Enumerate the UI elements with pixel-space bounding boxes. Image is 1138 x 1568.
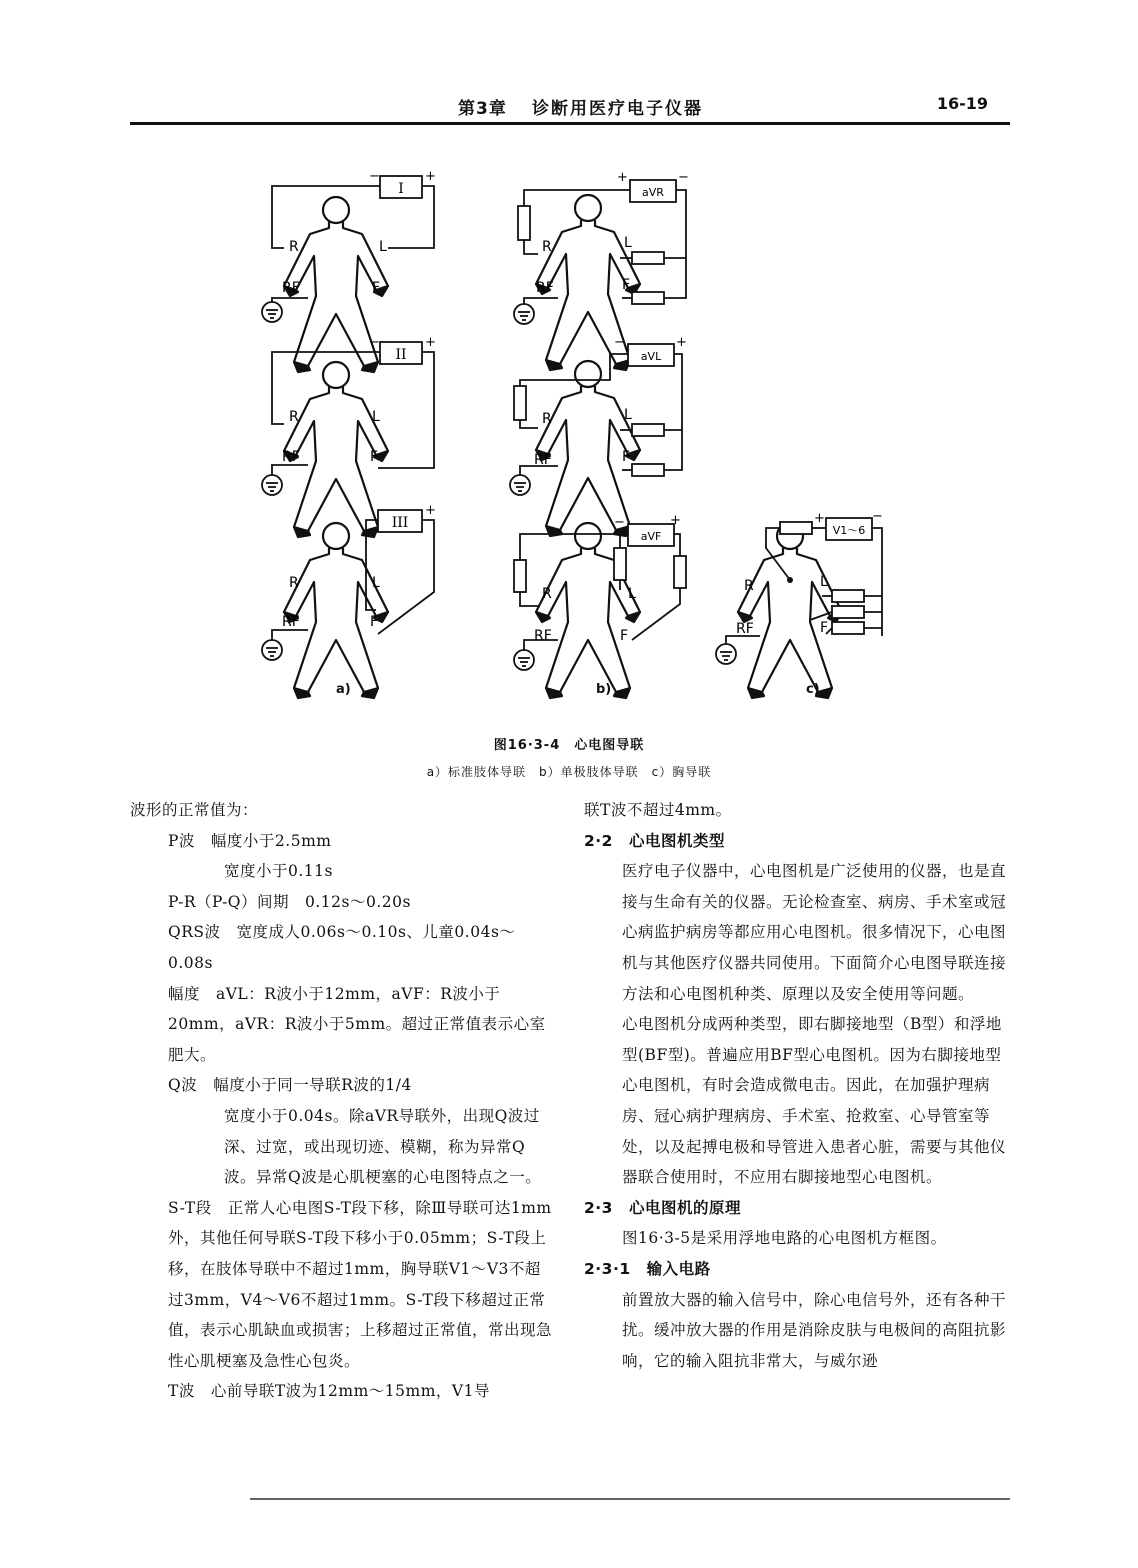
ground-symbol [262,640,282,660]
subsection-heading: 2·3·1 输入电路 [584,1259,711,1278]
svg-text:+: + [670,513,681,528]
lead-chest-diagram [716,509,883,698]
lead-aVR-diagram [514,170,689,370]
svg-text:−: − [369,335,380,350]
svg-text:R: R [744,578,754,594]
lead-aVR-label: aVR [642,186,664,199]
ground-symbol [262,475,282,495]
figure-caption: 图16·3-4 心电图导联 [493,738,645,753]
sub-label-a: a) [336,682,351,697]
sub-label-b: b) [596,682,612,697]
paragraph: 医疗电子仪器中，心电图机是广泛使用的仪器，也是直接与生命有关的仪器。无论检查室、病房、手术室或冠心病监护病房等都应用心电图机。很多情况下，心电图机与其他医疗仪器共同使用。下面简介心电图导联连接方法和心电图机种类、原理以及安全使用等问题。 [622,862,1007,1003]
svg-text:RF: RF [736,621,754,637]
bottom-rule [250,1498,1010,1500]
lead-II-diagram [262,335,436,537]
svg-text:F: F [622,277,631,293]
svg-text:RF: RF [536,280,554,296]
svg-text:L: L [624,235,632,251]
q-wave-width: 宽度小于0.04s。除aVR导联外，出现Q波过深、过宽，或出现切迹、模糊，称为异常Q波。异常Q波是心肌梗塞的心电图特点之一。 [224,1106,542,1187]
svg-text:+: + [425,503,436,518]
lead-aVF-label: aVF [640,530,662,543]
svg-text:RF: RF [534,452,552,468]
svg-text:F: F [820,620,829,636]
qrs-width: QRS波 宽度成人0.06s～0.10s、儿童0.04s～0.08s [168,923,516,972]
section-heading: 2·2 心电图机类型 [584,831,725,850]
svg-text:L: L [372,575,380,591]
svg-text:RF: RF [282,280,300,296]
lead-aVL-label: aVL [640,350,662,363]
svg-text:R: R [542,239,552,255]
figure-subcaption: a）标准肢体导联 b）单极肢体导联 c）胸导联 [426,765,712,779]
svg-text:R: R [289,409,299,425]
ground-symbol [262,302,282,322]
ground-symbol [510,475,530,495]
section-heading: 2·3 心电图机的原理 [584,1198,741,1217]
ecg-leads-figure [0,0,1138,720]
svg-text:−: − [872,509,883,524]
lead-III-label: III [391,515,409,531]
svg-text:L: L [820,574,828,590]
lead-II-label: II [395,347,407,363]
paragraph: 心电图机分成两种类型，即右脚接地型（B型）和浮地型(BF型)。普遍应用BF型心电图机。因为右脚接地型心电图机，有时会造成微电击。因此，在加强护理病房、冠心病护理病房、手术室、抢救室、心导管室等处，以及起搏电极和导管进入患者心脏，需要与其他仪器联合使用时，不应用右脚接地型心电图机。 [622,1015,1007,1187]
ground-symbol [716,644,736,664]
lead-I-label: I [398,181,404,197]
svg-text:L: L [379,239,387,255]
page-number: 16-19 [936,94,988,113]
t-wave: T波 心前导联T波为12mm～15mm，V1导 [168,1382,490,1401]
ground-symbol [514,650,534,670]
body-figure [738,523,842,698]
svg-text:F: F [622,449,631,465]
sub-label-c: c) [806,682,820,697]
chapter-number: 第3章 [458,99,507,119]
qrs-amplitude: 幅度 aVL：R波小于12mm，aVF：R波小于20mm，aVR：R波小于5mm。超过正常值表示心室肥大。 [168,984,546,1064]
svg-text:F: F [620,628,629,644]
st-segment: S-T段 正常人心电图S-T段下移，除Ⅲ导联可达1mm外，其他任何导联S-T段下移小于0.05mm；S-T段上移，在肢体导联中不超过1mm，胸导联V1～V3不超过3mm，V4～V6不超过1mm。S-T段下移超过正常值，表示心肌缺血或损害；上移超过正常值，常出现急性心肌梗塞及急性心包炎。 [168,1198,553,1370]
right-column [584,795,1012,1376]
q-wave-amplitude: Q波 幅度小于同一导联R波的1/4 [168,1076,412,1095]
svg-text:R: R [542,586,552,602]
chapter-title: 诊断用医疗电子仪器 [532,99,703,119]
ground-symbol [514,304,534,324]
svg-text:+: + [676,335,687,350]
svg-text:+: + [425,335,436,350]
svg-text:−: − [369,169,380,184]
svg-text:L: L [624,407,632,423]
svg-text:F: F [370,449,379,465]
left-column [130,795,555,1407]
svg-text:RF: RF [282,614,300,630]
svg-text:L: L [372,409,380,425]
svg-text:−: − [614,515,625,530]
p-wave-amplitude: P波 幅度小于2.5mm [168,831,332,850]
paragraph: 前置放大器的输入信号中，除心电信号外，还有各种干扰。缓冲放大器的作用是消除皮肤与电极间的高阻抗影响，它的输入阻抗非常大，与威尔逊 [622,1290,1007,1370]
svg-text:F: F [372,280,381,296]
svg-text:+: + [617,170,628,185]
svg-text:R: R [289,575,299,591]
lead-aVF-diagram [514,513,686,698]
svg-text:L: L [628,586,636,602]
paragraph: 波形的正常值为： [130,801,259,819]
svg-text:−: − [614,335,625,350]
svg-text:R: R [542,411,552,427]
svg-text:−: − [678,170,689,185]
paragraph: 联T波不超过4mm。 [584,801,732,819]
svg-text:+: + [425,169,436,184]
lead-V-label: V1～6 [832,524,866,537]
pr-interval: P-R（P-Q）间期 0.12s～0.20s [168,892,411,911]
p-wave-width: 宽度小于0.11s [224,862,333,881]
svg-text:RF: RF [282,449,300,465]
svg-text:RF: RF [534,628,552,644]
svg-text:R: R [289,239,299,255]
lead-III-diagram [262,503,436,698]
svg-text:+: + [814,511,825,526]
paragraph: 图16·3-5是采用浮地电路的心电图机方框图。 [622,1229,947,1248]
lead-aVL-diagram [510,335,687,536]
svg-text:F: F [370,614,379,630]
